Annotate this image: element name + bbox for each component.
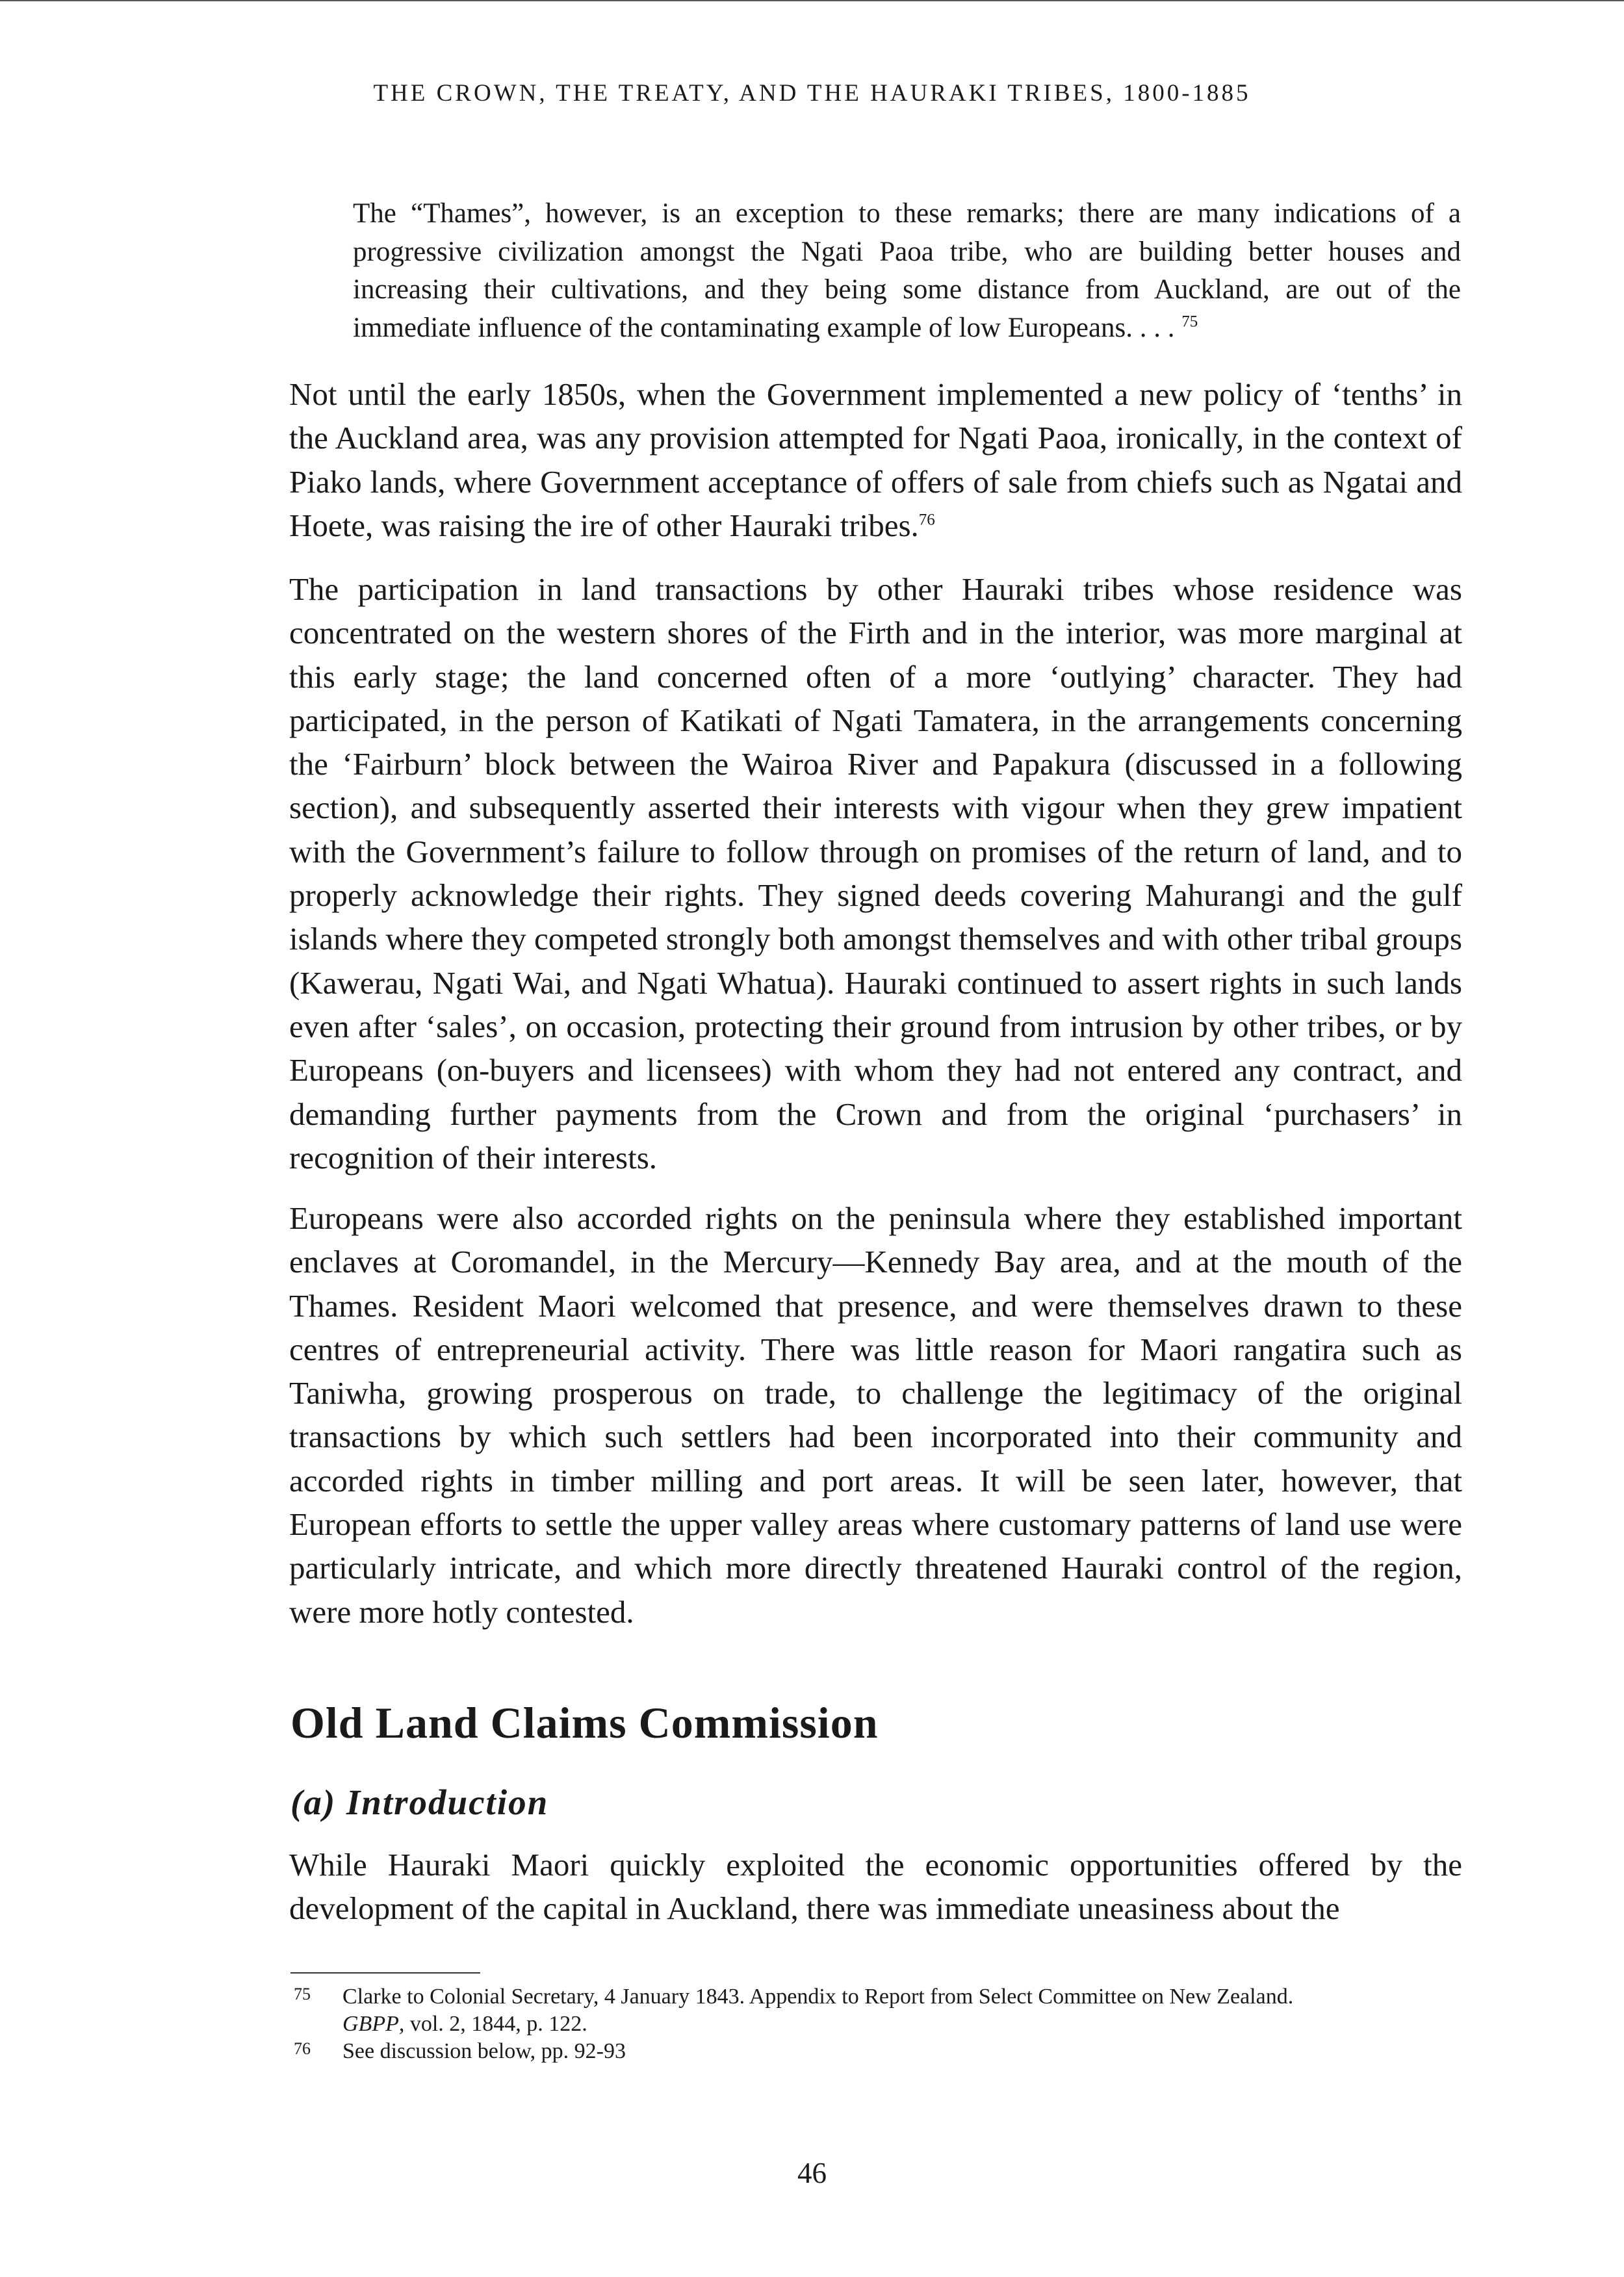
top-border-rule (0, 0, 1624, 1)
section-heading: Old Land Claims Commission (290, 1698, 879, 1747)
paragraph-introduction: While Hauraki Maori quickly exploited the economic opportunities offered by the development of the capital in Auckland, there was immediate uneasiness about the (289, 1847, 1462, 1927)
footnote-source-abbrev: GBPP (342, 2012, 399, 2036)
paragraph-text: The participation in land transactions by other Hauraki tribes whose residence was concentrated on the western shores of the Firth and in the interior, was more marginal at this early stage; the land concerned often of a more ‘outlying’ character. They had participated, in the person of Katikati of Ngati Tamatera, in the arrangements concerning the ‘Fairburn’ block between the Wairoa River and Papakura (discussed in a following section), and subsequently asserted their interests with vigour when they grew impatient with the Government’s failure to follow through on promises of the return of land, and to properly acknowledge their rights. They signed deeds covering Mahurangi and the gulf islands where they competed strongly both amongst themselves and with other tribal groups (Kawerau, Ngati Wai, and Ngati Whatua). Hauraki continued to assert rights in such lands even after ‘sales’, on occasion, protecting their ground from intrusion by other tribes, or by Europeans (on-buyers and licensees) with whom they had not entered any contract, and demanding further payments from the Crown and from the original ‘purchasers’ in recognition of their interests. (289, 571, 1462, 1176)
page-number: 46 (797, 2157, 827, 2189)
block-quote (353, 195, 1461, 347)
footnote-ref-75[interactable]: 75 (1181, 313, 1198, 331)
footnotes (290, 1983, 1463, 2065)
paragraph-european-rights (289, 1196, 1462, 1634)
paragraph-text: Europeans were also accorded rights on the peninsula where they established important enclaves at Coromandel, in the Mercury—Kennedy Bay area, and at the mouth of the Thames. Resident Maori welcomed that presence, and were themselves drawn to these centres of entrepreneurial activity. There was little reason for Maori rangatira such as Taniwha, growing prosperous on trade, to challenge the legitimacy of the original transactions by which such settlers had been incorporated into their community and accorded rights in timber milling and port areas. It will be seen later, however, that European efforts to settle the upper valley areas where customary patterns of land use were particularly intricate, and which more directly threatened Hauraki control of the region, were more hotly contested. (289, 1200, 1462, 1630)
paragraph-tenths-policy (289, 372, 1462, 547)
footnote-76 (290, 2038, 1463, 2065)
footnote-text: See discussion below, pp. 92-93 (342, 2039, 626, 2063)
block-quote-text: The “Thames”, however, is an exception to these remarks; there are many indications of a progressive civilization amongst the Ngati Paoa tribe, who are building better houses and increasing their cultivations, and they being some distance from Auckland, are out of the immediate influence of the contaminating example of low Europeans. . . . (353, 198, 1461, 343)
footnote-ref-76[interactable]: 76 (918, 511, 935, 529)
footnote-number: 76 (294, 2039, 311, 2058)
footnote-text-part: Clarke to Colonial Secretary, 4 January 1843. Appendix to Report from Select Committee on New Zealand. (342, 1985, 1294, 2009)
footnote-text-part: , vol. 2, 1844, p. 122. (398, 2012, 587, 2036)
footnote-number: 75 (294, 1985, 311, 2003)
running-head: THE CROWN, THE TREATY, AND THE HAURAKI TRIBES, 1800-1885 (373, 80, 1251, 107)
paragraph-text: Not until the early 1850s, when the Government implemented a new policy of ‘tenths’ in the Auckland area, was any provision attempted for Ngati Paoa, ironically, in the context of Piako lands, where Government acceptance of offers of sale from chiefs such as Ngatai and Hoete, was raising the ire of other Hauraki tribes. (289, 376, 1462, 543)
footnote-separator (290, 1972, 480, 1974)
subsection-heading: (a) Introduction (290, 1782, 549, 1822)
paragraph-land-transactions (289, 567, 1462, 1179)
footnote-75 (290, 1983, 1463, 2038)
footnote-text (342, 1983, 1463, 2038)
